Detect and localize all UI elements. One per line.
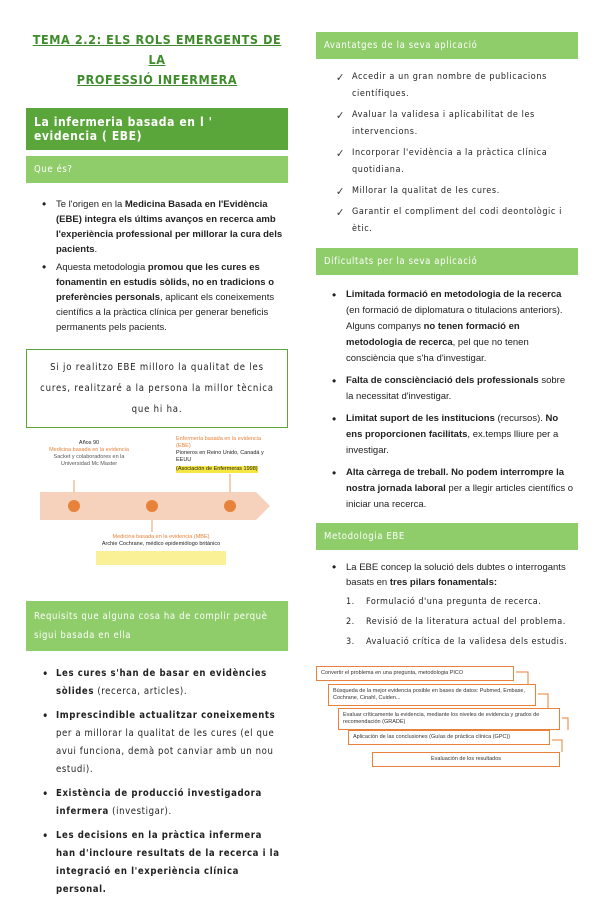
avantatges-list <box>336 69 578 238</box>
flow-step-5: Evaluación de los resultados <box>372 752 560 767</box>
timeline-dot-left <box>68 500 80 512</box>
timeline-left-label: Años 90 Medicina basada en la evidencia Sacket y colaboradores en la Universidad Mc Master <box>49 440 129 467</box>
list-item: • Aquesta metodologia promou que les cures es fonamentin en estudis sòlids, no en tradicions o preferències personals, aplicant els coneixements científics a la pràctica clínica per generar beneficis permanents pels pacients. <box>56 260 284 335</box>
list-item: ✓ Millorar la qualitat de les cures. <box>336 183 578 200</box>
list-item: • Les decisions en la pràctica infermera han d'incloure resultats de la recerca i la integració en l'experiència clínica personal. <box>56 827 284 899</box>
title-line-2: PROFESSIÓ INFERMERA <box>76 72 238 87</box>
flow-step-1: Convertir el problema en una pregunta, metodologia PICO <box>316 666 514 681</box>
list-item: ✓ Garantir el compliment del codi deontològic i ètic. <box>336 204 578 238</box>
title-line-1: TEMA 2.2: ELS ROLS EMERGENTS DE LA <box>32 32 282 67</box>
list-item: 2. Revisió de la literatura actual del problema. <box>346 617 566 627</box>
timeline-mid-label: Medicina basada en la evidencia (MBE) Archie Cochrane, médico epidemiólogo británico <box>96 534 226 565</box>
dificultats-list <box>346 287 574 513</box>
metodologia-steps <box>346 594 578 650</box>
timeline-right-label: Enfermería basada en la evidencia (EBE) Pioneros en Reino Unido, Canadá y EEUU (Asociación de Enfermeras 1998) <box>176 436 264 472</box>
metodologia-header: Metodologia EBE <box>316 523 578 550</box>
list-item: 1. Formulació d'una pregunta de recerca. <box>346 597 542 607</box>
list-item: 3. Avaluació crítica de la validesa dels estudis. <box>346 637 568 647</box>
page-title <box>26 30 288 90</box>
list-item: ✓ Avaluar la validesa i aplicabilitat de les intervencions. <box>336 107 578 141</box>
left-column <box>26 30 288 905</box>
list-item: • Alta càrrega de treball. No podem interrompre la nostra jornada laboral per a llegir articles científics o iniciar una recerca. <box>346 465 574 513</box>
timeline-dot-mid <box>146 500 158 512</box>
que-es-list <box>56 197 284 335</box>
list-item: • Limitat suport de les institucions (recursos). No ens proporcionen facilitats, ex.temps lliure per a investigar. <box>346 411 574 459</box>
dificultats-header: Dificultats per la seva aplicació <box>316 248 578 275</box>
timeline-highlight-note <box>96 551 226 565</box>
flow-step-2: Búsqueda de la mejor evidencia posible en bases de datos: Pubmed, Embase, Cochrane, Cinahl, Cuiden... <box>328 684 536 706</box>
requisits-header: Requisits que alguna cosa ha de complir perquè sigui basada en ella <box>26 601 288 651</box>
list-item: • Te l'origen en la Medicina Basada en l'Evidència (EBE) integra els últims avanços en recerca amb l'experiència professional per millorar la cura dels pacients. <box>56 197 284 257</box>
flow-step-4: Aplicación de las conclusiones (Guías de práctica clínica (GPC)) <box>348 730 550 745</box>
list-item: • Existència de producció investigadora infermera (investigar). <box>56 785 284 821</box>
metodologia-intro <box>346 560 574 590</box>
ebe-flow-diagram <box>316 656 578 776</box>
requisits-list <box>56 665 284 899</box>
ebe-quote: Si jo realitzo EBE milloro la qualitat de les cures, realitzaré a la persona la millor tècnica que hi ha. <box>26 349 288 428</box>
ebe-section-header: La infermeria basada en l ' evidencia ( EBE) <box>26 108 288 150</box>
avantatges-header: Avantatges de la seva aplicació <box>316 32 578 59</box>
que-es-header: Que és? <box>26 156 288 183</box>
list-item: • Imprescindible actualitzar coneixements per a millorar la qualitat de les cures (el que avui funciona, demà pot canviar amb un nou estudi). <box>56 707 284 779</box>
list-item: • Les cures s'han de basar en evidències sòlides (recerca, articles). <box>56 665 284 701</box>
timeline-dot-right <box>224 500 236 512</box>
list-item: ✓ Incorporar l'evidència a la pràctica clínica quotidiana. <box>336 145 578 179</box>
list-item: • Limitada formació en metodologia de la recerca (en formació de diplomatura o titulacions anteriors). Alguns companys no tenen formació en metodologia de recerca, pel que no tenen consciència que s'ha d'investigar. <box>346 287 574 367</box>
list-item: ✓ Accedir a un gran nombre de publicacions científiques. <box>336 69 578 103</box>
right-column <box>316 30 578 776</box>
list-item: • Falta de consciènciació dels professionals sobre la necessitat d'investigar. <box>346 373 574 405</box>
flow-step-3: Evaluar críticamente la evidencia, mediante los niveles de evidencia y grados de recomendación (GRADE) <box>338 708 560 730</box>
list-item: • La EBE concep la solució dels dubtes o interrogants basats en tres pilars fonamentals: <box>346 560 574 590</box>
ebe-timeline <box>26 436 288 581</box>
